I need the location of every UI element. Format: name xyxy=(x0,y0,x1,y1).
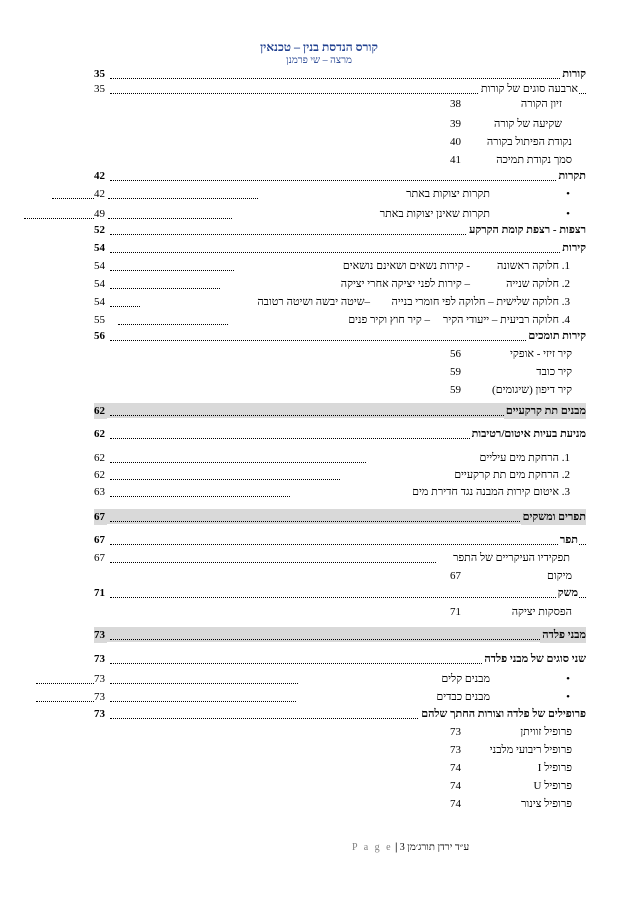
toc-entry[interactable] xyxy=(94,467,570,483)
toc-entry-page: 41 xyxy=(450,154,461,166)
toc-entry-title: רצפות - רצפת קומת הקרקע xyxy=(469,224,586,236)
toc-entry-title: 2. חלוקה שנייה xyxy=(506,278,570,290)
toc-entry[interactable] xyxy=(450,382,572,398)
footer-separator: | xyxy=(395,842,398,853)
toc-entry-title: תקרות יצוקות באתר xyxy=(406,188,490,200)
toc-entry[interactable] xyxy=(94,689,584,705)
document-title: קורס הנדסת בנין – טכנאין xyxy=(260,40,378,54)
toc-entry-title: פרופיל זוויתן xyxy=(520,726,572,738)
toc-entry-title: קירות xyxy=(562,242,586,254)
toc-entry-page: 73 xyxy=(94,653,105,665)
document-subtitle: מרצה – שי פרמנן xyxy=(286,55,352,66)
toc-entry-page: 52 xyxy=(94,224,105,236)
overflow-leader xyxy=(52,186,94,202)
toc-entry[interactable] xyxy=(450,152,572,168)
toc-entry[interactable] xyxy=(450,604,572,620)
toc-leader xyxy=(110,258,234,274)
toc-entry-title: הפסקות יציקה xyxy=(511,606,572,618)
toc-entry[interactable] xyxy=(0,222,638,238)
toc-entry-title: 1. הרחקת מים עיליים xyxy=(479,452,570,464)
toc-entry-title: מיקום xyxy=(547,570,572,582)
toc-entry-title: פרופיל צינור xyxy=(521,798,572,810)
toc-entry[interactable] xyxy=(450,724,572,740)
toc-entry[interactable] xyxy=(94,550,570,566)
toc-entry-title: 4. חלוקה רביעית – ייעודי הקיר xyxy=(442,314,570,326)
toc-entry[interactable] xyxy=(450,134,572,150)
toc-entry-page: 62 xyxy=(94,428,105,440)
overflow-leader xyxy=(36,671,94,687)
footer-page-word: P a g e xyxy=(352,842,393,853)
toc-leader xyxy=(110,550,436,566)
footer-page-number: 3 xyxy=(399,842,405,853)
toc-entry[interactable] xyxy=(94,294,570,310)
toc-entry[interactable] xyxy=(0,585,638,601)
toc-leader xyxy=(110,467,340,483)
toc-entry-title: תפר xyxy=(559,534,578,546)
toc-entry-page: 73 xyxy=(94,673,105,685)
toc-entry-title: שני סוגים של מבני פלדה xyxy=(484,653,586,665)
toc-leader xyxy=(110,450,366,466)
overflow-leader xyxy=(36,689,94,705)
toc-entry-page: 42 xyxy=(94,188,105,200)
toc-entry[interactable] xyxy=(0,328,638,344)
toc-entry-page: 74 xyxy=(450,780,461,792)
toc-entry-page: 71 xyxy=(94,587,105,599)
toc-entry-page: 54 xyxy=(94,260,105,272)
toc-entry-title: 1. חלוקה ראשונה xyxy=(497,260,570,272)
toc-entry-page: 55 xyxy=(94,314,105,326)
toc-entry[interactable] xyxy=(450,742,572,758)
toc-entry[interactable] xyxy=(94,206,584,222)
toc-entry-page: 73 xyxy=(450,744,461,756)
toc-entry-page: 74 xyxy=(450,762,461,774)
toc-entry-page: 62 xyxy=(94,405,105,417)
toc-entry-title: זיון הקורה xyxy=(520,98,562,110)
toc-entry-title: שקיעה של קורה xyxy=(494,118,562,130)
toc-leader xyxy=(110,689,296,705)
toc-entry[interactable] xyxy=(0,532,638,548)
toc-entry[interactable] xyxy=(0,509,638,525)
bullet-icon: • xyxy=(566,691,570,703)
toc-entry[interactable] xyxy=(94,276,570,292)
toc-entry-page: 49 xyxy=(94,208,105,220)
toc-entry-title: נקודת הפיתול בקורה xyxy=(486,136,572,148)
toc-entry[interactable] xyxy=(450,760,572,776)
toc-entry-page: 67 xyxy=(94,552,105,564)
toc-entry-page: 40 xyxy=(450,136,461,148)
toc-entry-title: קיר כובד xyxy=(536,366,572,378)
toc-entry-title: ארבעה סוגים של קורות xyxy=(480,83,578,95)
toc-entry-page: 74 xyxy=(450,798,461,810)
overflow-leader xyxy=(24,206,94,222)
toc-entry-page: 62 xyxy=(94,452,105,464)
toc-entry-title: משק xyxy=(557,587,578,599)
toc-entry[interactable] xyxy=(94,671,584,687)
toc-entry-title: תקרות שאינן יצוקות באתר xyxy=(379,208,490,220)
toc-entry-page: 54 xyxy=(94,278,105,290)
toc-entry-page: 73 xyxy=(94,629,105,641)
toc-entry[interactable] xyxy=(0,651,638,667)
toc-leader xyxy=(110,276,220,292)
toc-entry-detail: - קירות נשאים ושאינם נושאים xyxy=(342,260,470,272)
toc-entry-title: תפרים ומשקים xyxy=(522,511,586,523)
toc-entry-page: 73 xyxy=(94,708,105,720)
toc-entry[interactable] xyxy=(0,627,638,643)
toc-entry-title: מבנים קלים xyxy=(441,673,490,685)
toc-entry-page: 56 xyxy=(94,330,105,342)
toc-entry[interactable] xyxy=(0,240,638,256)
toc-entry-title: תפקידיו העיקריים של התפר xyxy=(453,552,570,564)
toc-entry-page: 42 xyxy=(94,170,105,182)
toc-entry[interactable] xyxy=(450,364,572,380)
toc-entry-page: 73 xyxy=(94,691,105,703)
toc-leader xyxy=(110,671,298,687)
toc-entry[interactable] xyxy=(450,116,562,132)
toc-leader xyxy=(108,206,232,222)
toc-entry-title: פרופילים של פלדה וצורות החתך שלהם xyxy=(421,708,586,720)
toc-entry-page: 67 xyxy=(94,511,105,523)
toc-entry[interactable] xyxy=(94,258,570,274)
toc-entry-page: 67 xyxy=(450,570,461,582)
toc-entry-title: 3. חלוקה שלישית – חלוקה לפי חומרי בנייה xyxy=(391,296,570,308)
toc-entry-title: פרופיל ריבועי מלבני xyxy=(489,744,572,756)
toc-entry-title: קורות xyxy=(562,68,586,80)
toc-entry-title: פרופיל U xyxy=(533,780,572,792)
toc-entry-detail: – קיר חוץ וקיר פנים xyxy=(348,314,430,326)
toc-entry-page: 59 xyxy=(450,384,461,396)
toc-entry-page: 63 xyxy=(94,486,105,498)
toc-entry-title: פרופיל I xyxy=(537,762,572,774)
toc-entry[interactable] xyxy=(450,778,572,794)
toc-entry-title: תקרות xyxy=(558,170,586,182)
bullet-icon: • xyxy=(566,673,570,685)
toc-entry-title: מבנים תת קרקעיים xyxy=(505,405,586,417)
toc-entry[interactable] xyxy=(94,312,570,328)
toc-entry-page: 71 xyxy=(450,606,461,618)
toc-leader xyxy=(110,484,290,500)
toc-entry[interactable] xyxy=(0,426,638,442)
toc-entry[interactable] xyxy=(94,450,570,466)
toc-entry-title: מבני פלדה xyxy=(542,629,586,641)
toc-entry-page: 54 xyxy=(94,296,105,308)
toc-entry[interactable] xyxy=(0,403,638,419)
toc-entry-title: מניעת בעיות איטום/רטיבות xyxy=(471,428,586,440)
footer-author: ע״ד ירדן תורג׳מן xyxy=(407,842,470,853)
bullet-icon: • xyxy=(566,188,570,200)
toc-entry-page: 54 xyxy=(94,242,105,254)
toc-entry-page: 56 xyxy=(450,348,461,360)
toc-entry[interactable] xyxy=(0,706,638,722)
toc-entry[interactable] xyxy=(450,96,562,112)
toc-entry[interactable] xyxy=(0,168,638,184)
toc-leader xyxy=(118,312,228,328)
toc-entry[interactable] xyxy=(94,484,570,500)
toc-leader xyxy=(110,294,140,310)
toc-entry-page: 35 xyxy=(94,68,105,80)
toc-entry[interactable] xyxy=(450,346,572,362)
toc-entry[interactable] xyxy=(0,66,638,82)
toc-entry-title: קיר זיזי - אופקי xyxy=(510,348,572,360)
toc-entry-page: 35 xyxy=(94,83,105,95)
toc-entry-detail: – קירות לפני יציקה אחרי יציקה xyxy=(340,278,470,290)
toc-entry-title: קיר דיפון (שיגומים) xyxy=(492,384,572,396)
page-footer xyxy=(352,842,552,853)
toc-entry-title: 2. הרחקת מים תת קרקעיים xyxy=(454,469,570,481)
toc-entry-page: 73 xyxy=(450,726,461,738)
toc-entry-page: 67 xyxy=(94,534,105,546)
toc-entry[interactable] xyxy=(94,186,584,202)
toc-entry[interactable] xyxy=(450,568,572,584)
toc-entry-page: 59 xyxy=(450,366,461,378)
toc-entry-title: קירות תומכים xyxy=(528,330,586,342)
toc-entry-title: מבנים כבדים xyxy=(436,691,490,703)
toc-entry[interactable] xyxy=(450,796,572,812)
toc-entry-title: סמך נקודת תמיכה xyxy=(496,154,572,166)
toc-entry-page: 38 xyxy=(450,98,461,110)
toc-entry-page: 62 xyxy=(94,469,105,481)
bullet-icon: • xyxy=(566,208,570,220)
toc-entry[interactable] xyxy=(0,81,638,97)
toc-entry-page: 39 xyxy=(450,118,461,130)
toc-entry-detail: –שיטה יבשה ושיטה רטובה xyxy=(257,296,370,308)
toc-leader xyxy=(108,186,258,202)
toc-entry-title: 3. איטום קירות המבנה נגד חדירת מים xyxy=(412,486,570,498)
